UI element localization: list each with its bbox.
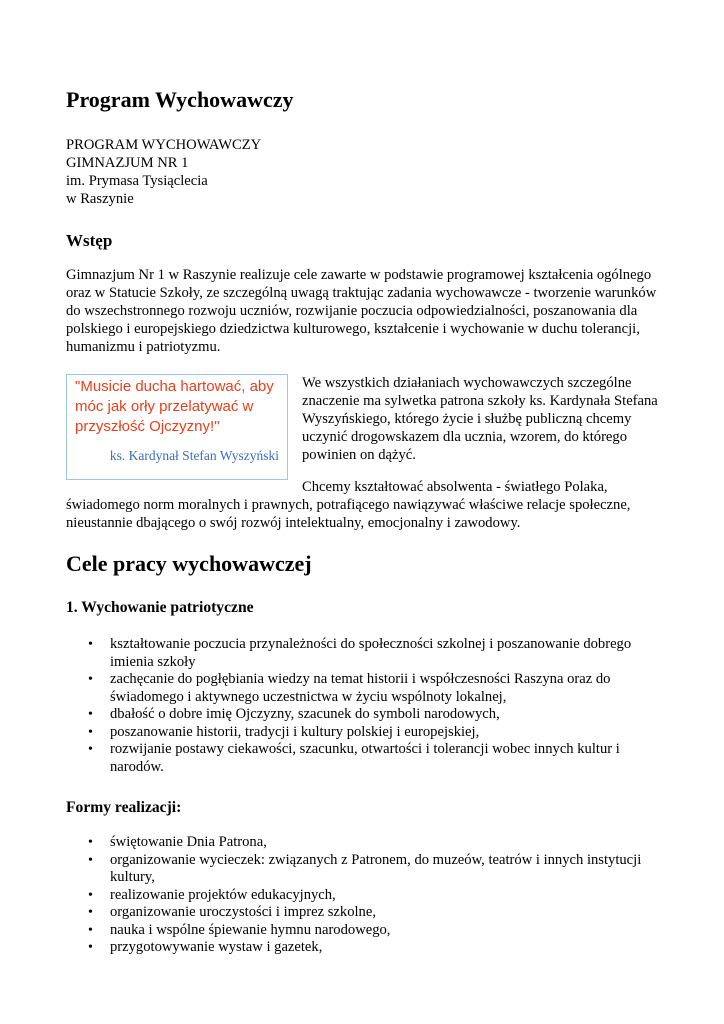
intro-paragraph: Gimnazjum Nr 1 w Raszynie realizuje cele zawarte w podstawie programowej kształcenia ogólnego oraz w Statucie Szkoły, ze szczególną uwagą traktując zadania wychowawcze - tworzenie warunków do wszechstronnego rozwoju uczniów, rozwijanie poczucia odpowiedzialności, poszanowania dla polskiego i europejskiego dziedzictwa kulturowego, kształcenie i wychowanie w duchu tolerancji, humanizmu i patriotyzmu. (66, 267, 657, 355)
list-item: • organizowanie uroczystości i imprez szkolne, (110, 904, 666, 922)
graduate-paragraph: Chcemy kształtować absolwenta - światłego Polaka, świadomego norm moralnych i prawnych, potrafiącego nawiązywać właściwe relacje społeczne, nieustannie dbającego o swój rozwój intelektualny, emocjonalny i zawodowy. (66, 479, 631, 531)
document-title: Program Wychowawczy (66, 87, 294, 112)
section1-heading: 1. Wychowanie patriotyczne (66, 599, 254, 616)
list-item: • rozwijanie postawy ciekawości, szacunku, otwartości i tolerancji wobec innych kultur i narodów. (110, 741, 666, 776)
school-header (66, 136, 666, 208)
header-line: w Raszynie (66, 191, 134, 207)
quote-section (66, 374, 666, 532)
quote-author: ks. Kardynał Stefan Wyszyński (109, 448, 279, 463)
quote-text: "Musicie ducha hartować, aby móc jak orły przelatywać w przyszłość Ojczyzny!" (75, 378, 274, 435)
list-item: • realizowanie projektów edukacyjnych, (110, 887, 666, 905)
goals-heading: Cele pracy wychowawczej (66, 551, 312, 576)
document-page (66, 86, 666, 957)
list-item: • zachęcanie do pogłębiania wiedzy na temat historii i współczesności Raszyna oraz do świadomego i aktywnego uczestnictwa w życiu wspólnoty lokalnej, (110, 671, 666, 706)
list-item: • organizowanie wycieczek: związanych z Patronem, do muzeów, teatrów i innych instytucji kultury, (110, 852, 666, 887)
list-item: • nauka i wspólne śpiewanie hymnu narodowego, (110, 922, 666, 940)
quote-box (66, 374, 288, 480)
list-item: • przygotowywanie wystaw i gazetek, (110, 939, 666, 957)
list-item: • kształtowanie poczucia przynależności do społeczności szkolnej i poszanowanie dobrego imienia szkoły (110, 636, 666, 671)
header-line: PROGRAM WYCHOWAWCZY (66, 137, 262, 153)
intro-heading: Wstęp (66, 231, 113, 250)
list-item: • świętowanie Dnia Patrona, (110, 834, 666, 852)
section1-list (66, 636, 666, 776)
list-item: • poszanowanie historii, tradycji i kultury polskiej i europejskiej, (110, 724, 666, 742)
forms-list (66, 834, 666, 957)
header-line: GIMNAZJUM NR 1 (66, 155, 189, 171)
header-line: im. Prymasa Tysiąclecia (66, 173, 208, 189)
list-item: • dbałość o dobre imię Ojczyzny, szacunek do symboli narodowych, (110, 706, 666, 724)
forms-heading: Formy realizacji: (66, 799, 182, 816)
patron-paragraph: We wszystkich działaniach wychowawczych szczególne znaczenie ma sylwetka patrona szkoły ks. Kardynała Stefana Wyszyńskiego, którego życie i służbę publiczną chcemy uczynić drogowskazem dla ucznia, wzorem, do którego powinien on dążyć. (302, 375, 658, 463)
